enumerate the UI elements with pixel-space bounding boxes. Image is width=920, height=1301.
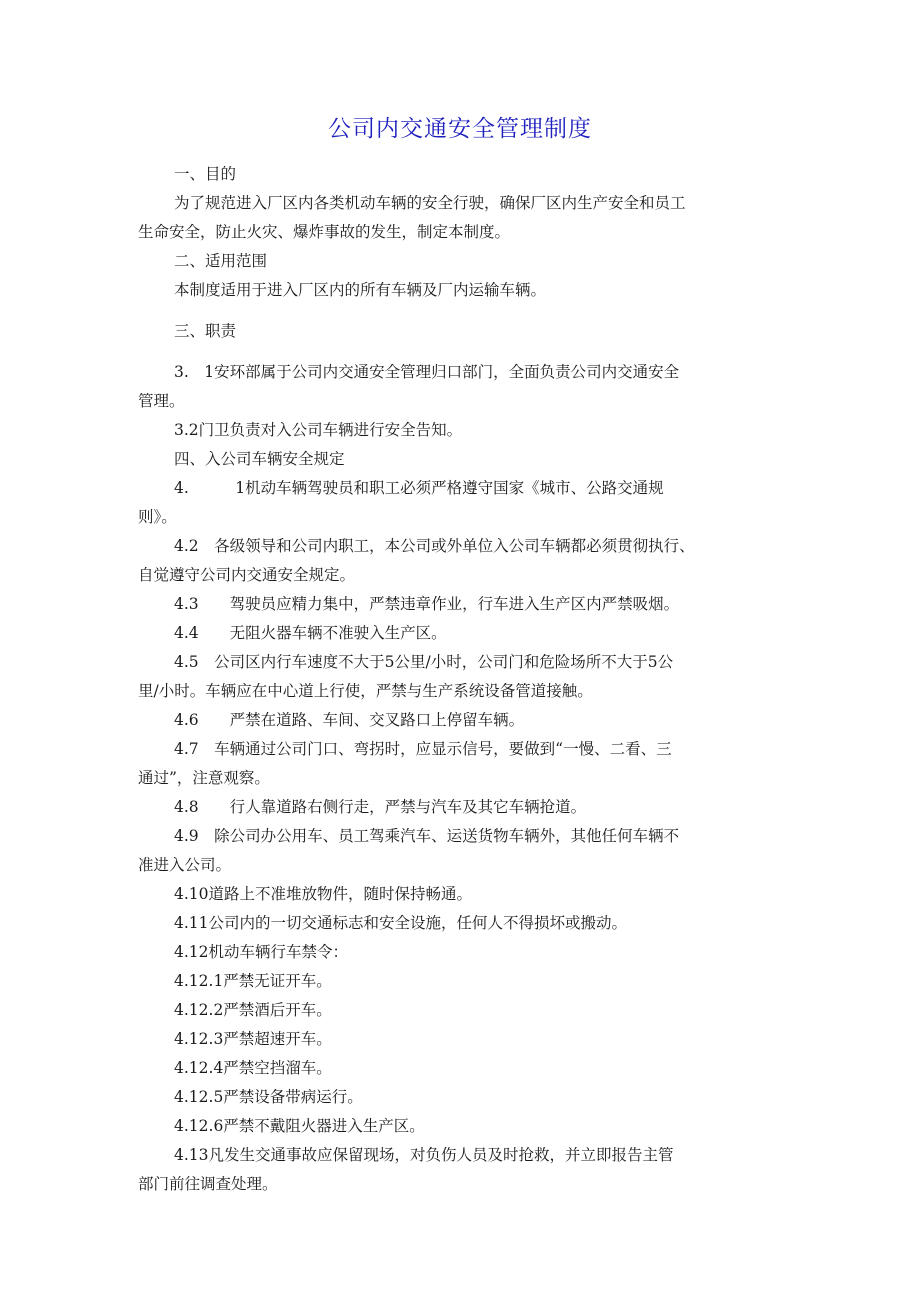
paragraph-line: 3. 1安环部属于公司内交通安全管理归口部门，全面负责公司内交通安全 xyxy=(174,363,680,381)
paragraph-line: 管理。 xyxy=(138,392,185,410)
paragraph-line: 四、入公司车辆安全规定 xyxy=(174,450,345,468)
paragraph-line: 里/小时。车辆应在中心道上行使，严禁与生产系统设备管道接触。 xyxy=(138,682,593,700)
paragraph-line: 4.8 行人靠道路右侧行走，严禁与汽车及其它车辆抢道。 xyxy=(174,798,587,816)
paragraph-line: 4.12.1严禁无证开车。 xyxy=(174,972,332,990)
paragraph-line: 4.11公司内的一切交通标志和安全设施，任何人不得损坏或搬动。 xyxy=(174,914,628,932)
paragraph-line: 通过”，注意观察。 xyxy=(138,769,270,787)
paragraph-line: 4.9 除公司办公用车、员工驾乘汽车、运送货物车辆外，其他任何车辆不 xyxy=(174,827,680,845)
paragraph-line: 3.2门卫负责对入公司车辆进行安全告知。 xyxy=(174,421,463,439)
paragraph-line: 4.6 严禁在道路、车间、交叉路口上停留车辆。 xyxy=(174,711,525,729)
paragraph-line: 4.13凡发生交通事故应保留现场，对负伤人员及时抢救，并立即报告主管 xyxy=(174,1146,674,1164)
paragraph-line: 为了规范进入厂区内各类机动车辆的安全行驶，确保厂区内生产安全和员工 xyxy=(174,194,686,212)
paragraph-line: 4.7 车辆通过公司门口、弯拐时，应显示信号，要做到“一慢、二看、三 xyxy=(174,740,672,758)
paragraph-line: 4.12.6严禁不戴阻火器进入生产区。 xyxy=(174,1117,425,1135)
paragraph-line: 4.5 公司区内行车速度不大于5公里/小时，公司门和危险场所不大于5公 xyxy=(174,653,674,671)
paragraph-line: 4.12.4严禁空挡溜车。 xyxy=(174,1059,332,1077)
paragraph-line: 4. 1机动车辆驾驶员和职工必须严格遵守国家《城市、公路交通规 xyxy=(174,479,664,497)
paragraph-line: 4.12机动车辆行车禁令： xyxy=(174,943,349,961)
paragraph-line: 自觉遵守公司内交通安全规定。 xyxy=(138,566,356,584)
paragraph-line: 本制度适用于进入厂区内的所有车辆及厂内运输车辆。 xyxy=(174,281,547,299)
paragraph-line: 一、目的 xyxy=(174,165,237,183)
paragraph-line: 准进入公司。 xyxy=(138,856,232,874)
paragraph-line: 4.12.2严禁酒后开车。 xyxy=(174,1001,332,1019)
paragraph-line: 4.10道路上不准堆放物件，随时保持畅通。 xyxy=(174,885,473,903)
paragraph-line: 则》。 xyxy=(138,508,177,526)
document-body xyxy=(138,160,798,1199)
paragraph-line: 部门前往调查处理。 xyxy=(138,1175,278,1193)
paragraph-line: 4.12.3严禁超速开车。 xyxy=(174,1030,332,1048)
paragraph-line: 二、适用范围 xyxy=(174,252,268,270)
paragraph-line: 4.3 驾驶员应精力集中，严禁违章作业，行车进入生产区内严禁吸烟。 xyxy=(174,595,680,613)
document-title: 公司内交通安全管理制度 xyxy=(328,116,592,142)
paragraph-line: 4.12.5严禁设备带病运行。 xyxy=(174,1088,363,1106)
paragraph-line: 4.2 各级领导和公司内职工，本公司或外单位入公司车辆都必须贯彻执行、 xyxy=(174,537,695,555)
paragraph-line: 生命安全，防止火灾、爆炸事故的发生，制定本制度。 xyxy=(138,223,511,241)
paragraph-line: 三、职责 xyxy=(174,322,237,340)
paragraph-line: 4.4 无阻火器车辆不准驶入生产区。 xyxy=(174,624,447,642)
